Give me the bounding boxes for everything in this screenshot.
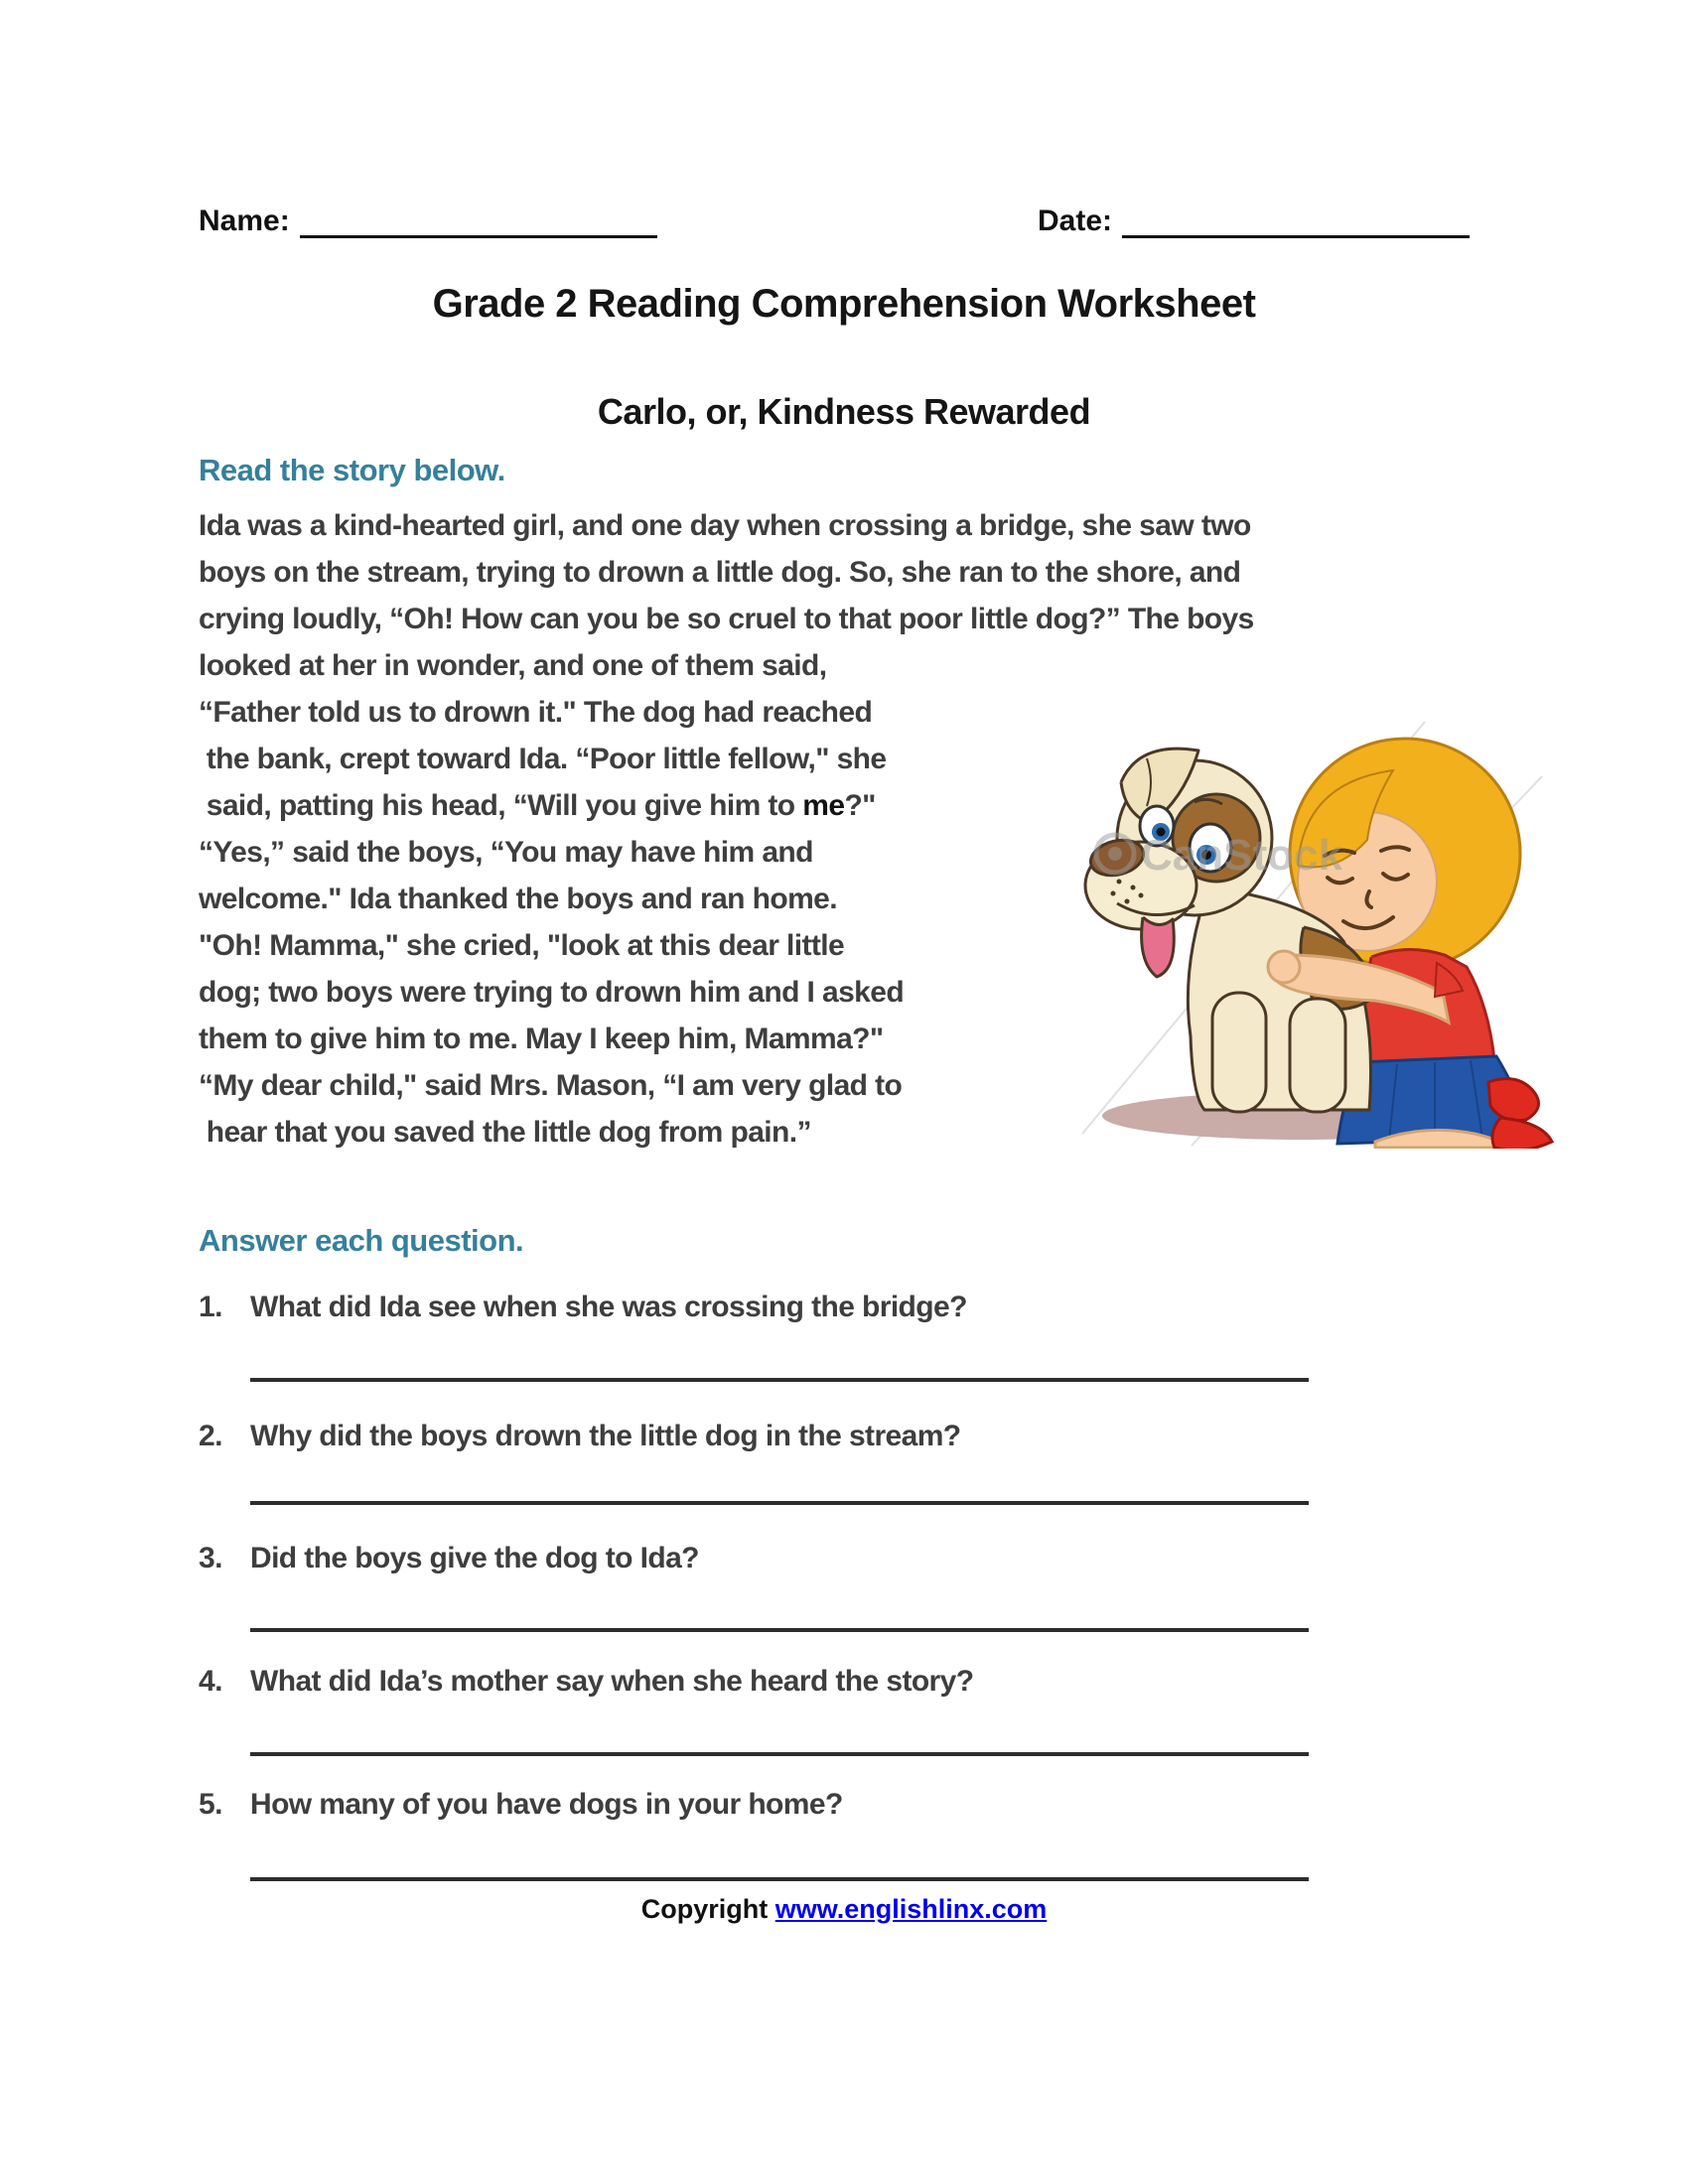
answer-blank-line-3[interactable] (250, 1628, 1309, 1632)
question-item-1 (199, 1291, 967, 1324)
question-text: How many of you have dogs in your home? (250, 1788, 843, 1821)
question-text: Why did the boys drown the little dog in the stream? (250, 1420, 961, 1452)
question-text: What did Ida’s mother say when she heard the story? (250, 1665, 974, 1698)
answer-blank-line-2[interactable] (250, 1501, 1309, 1505)
story-line-post: ?" (844, 789, 876, 822)
questions-heading: Answer each question. (199, 1223, 524, 1258)
story-line (199, 789, 876, 823)
date-blank-line[interactable] (1122, 205, 1470, 238)
story-line: crying loudly, “Oh! How can you be so cruel to that poor little dog?” The boys (199, 603, 1254, 635)
name-field (199, 205, 657, 238)
story-line: the bank, crept toward Ida. “Poor little fellow," she (199, 743, 887, 775)
question-item-2 (199, 1420, 961, 1453)
story-line: “Yes,” said the boys, “You may have him and (199, 836, 813, 869)
copyright-row (0, 1894, 1688, 1925)
answer-blank-line-1[interactable] (250, 1378, 1309, 1382)
copyright-label: Copyright (640, 1894, 769, 1924)
question-text: Did the boys give the dog to Ida? (250, 1542, 699, 1574)
story-line-pre: said, patting his head, “Will you give him to (199, 789, 803, 822)
question-number: 4. (199, 1665, 222, 1698)
story-line: dog; two boys were trying to drown him and I asked (199, 976, 905, 1009)
worksheet-title: Grade 2 Reading Comprehension Worksheet (432, 282, 1256, 326)
story-line: them to give him to me. May I keep him, Mamma?" (199, 1023, 884, 1055)
name-blank-line[interactable] (300, 205, 657, 238)
name-label: Name: (199, 205, 290, 237)
question-number: 5. (199, 1788, 222, 1821)
story-line: looked at her in wonder, and one of them said, (199, 649, 827, 682)
story-line: “Father told us to drown it." The dog had reached (199, 696, 873, 729)
story-line: “My dear child," said Mrs. Mason, “I am very glad to (199, 1069, 903, 1102)
story-line: welcome." Ida thanked the boys and ran home. (199, 883, 837, 915)
answer-blank-line-5[interactable] (250, 1877, 1309, 1881)
story-line: "Oh! Mamma," she cried, "look at this dear little (199, 929, 845, 962)
story-line: hear that you saved the little dog from pain.” (199, 1116, 811, 1149)
answer-blank-line-4[interactable] (250, 1752, 1309, 1756)
copyright-link[interactable]: www.englishlinx.com (774, 1894, 1048, 1924)
story-illustration (1077, 707, 1554, 1149)
watermark-text: CanStock (1141, 831, 1342, 880)
story-line-emphasis: me (802, 789, 845, 822)
date-field (1038, 205, 1470, 238)
worksheet-subtitle: Carlo, or, Kindness Rewarded (597, 391, 1091, 432)
date-label: Date: (1038, 205, 1113, 237)
story-line: Ida was a kind-hearted girl, and one day when crossing a bridge, she saw two (199, 509, 1251, 542)
question-number: 1. (199, 1291, 222, 1323)
story-heading: Read the story below. (199, 453, 505, 487)
question-number: 3. (199, 1542, 222, 1574)
question-item-5 (199, 1788, 843, 1822)
question-text: What did Ida see when she was crossing the bridge? (250, 1291, 967, 1323)
story-line: boys on the stream, trying to drown a little dog. So, she ran to the shore, and (199, 556, 1241, 589)
question-item-3 (199, 1542, 699, 1575)
question-item-4 (199, 1665, 973, 1699)
question-number: 2. (199, 1420, 222, 1452)
